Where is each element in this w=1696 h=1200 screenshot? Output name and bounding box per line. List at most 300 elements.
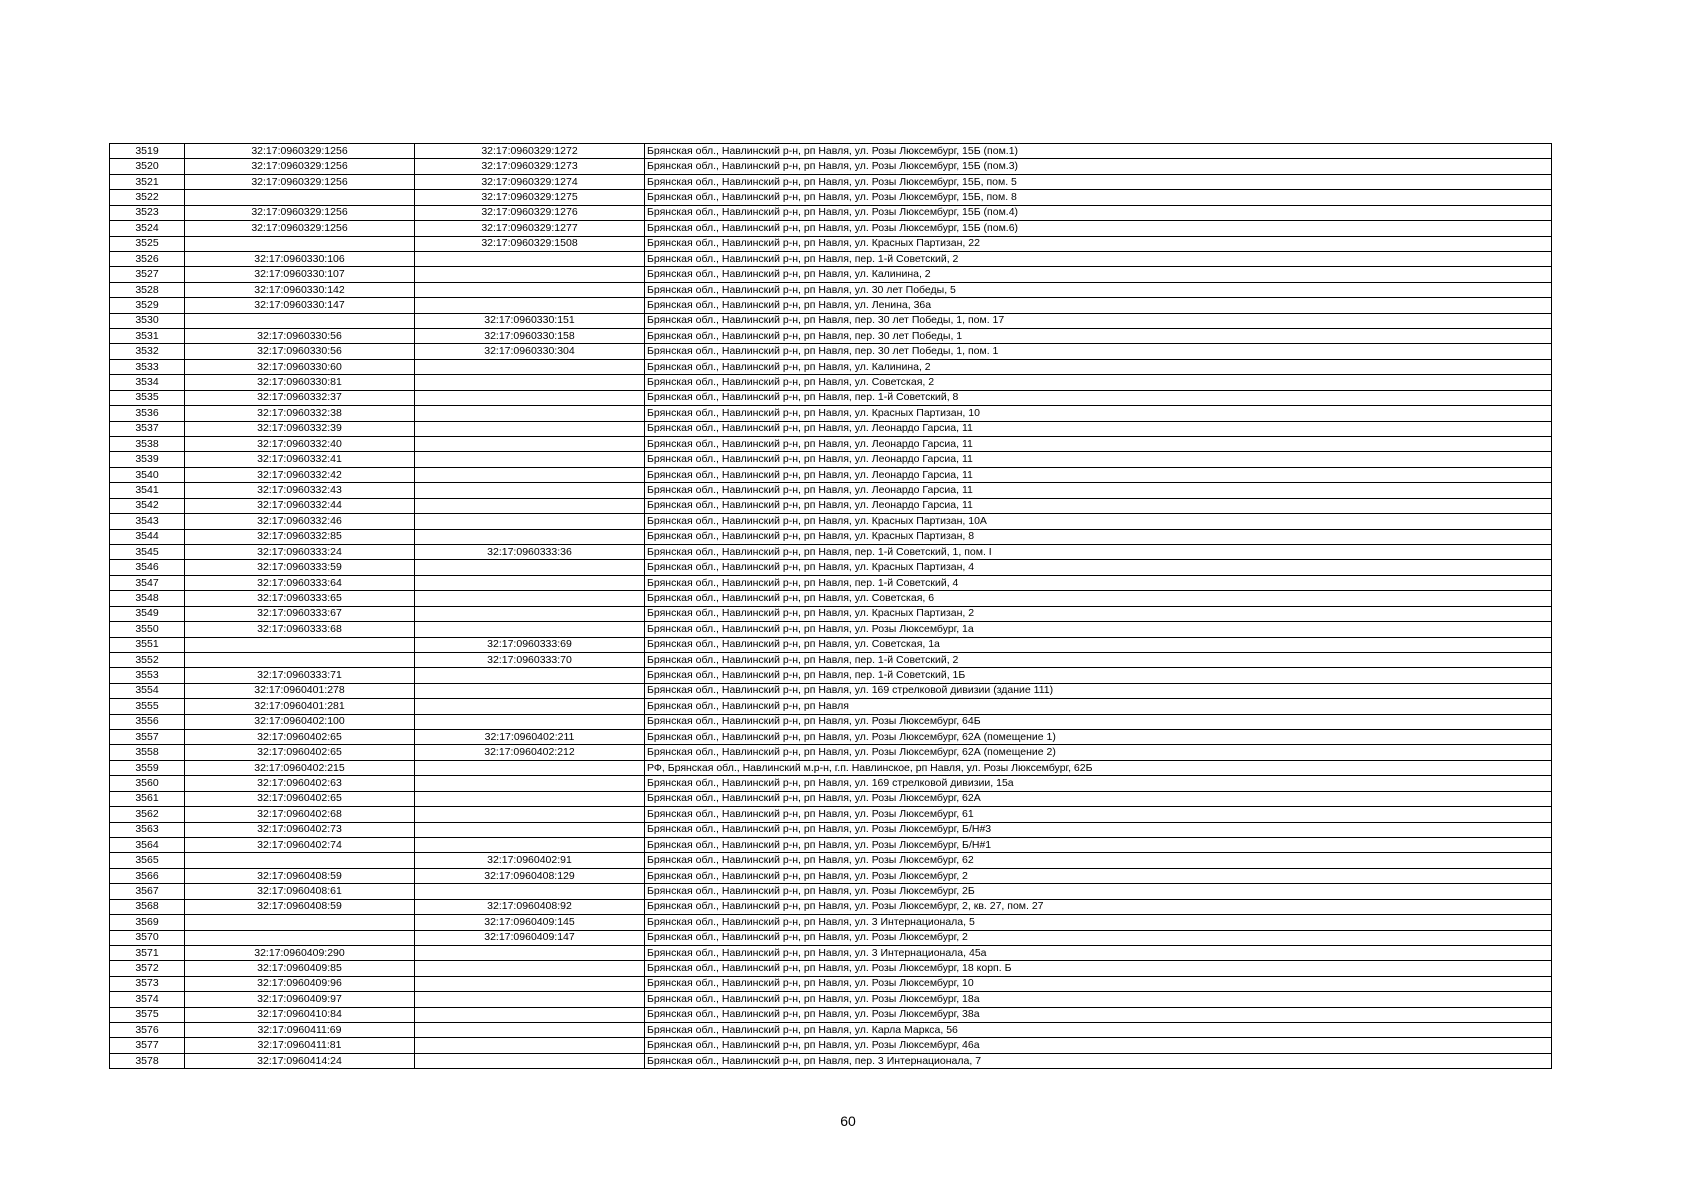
address-cell: Брянская обл., Навлинский р-н, рп Навля, ул. Розы Люксембург, 46а: [645, 1038, 1552, 1053]
address-cell: Брянская обл., Навлинский р-н, рп Навля, ул. Розы Люксембург, 15Б (пом.4): [645, 205, 1552, 220]
table-row: [110, 791, 1552, 806]
parent-cadastral-number-cell: 32:17:0960333:65: [185, 591, 415, 606]
row-number-cell: 3536: [110, 406, 185, 421]
cadastral-number-cell: [415, 961, 645, 976]
address-cell: Брянская обл., Навлинский р-н, рп Навля, ул. Розы Люксембург, 2, кв. 27, пом. 27: [645, 899, 1552, 914]
parent-cadastral-number-cell: 32:17:0960333:67: [185, 606, 415, 621]
table-row: [110, 437, 1552, 452]
parent-cadastral-number-cell: 32:17:0960332:41: [185, 452, 415, 467]
parent-cadastral-number-cell: 32:17:0960409:96: [185, 976, 415, 991]
address-cell: Брянская обл., Навлинский р-н, рп Навля, ул. Розы Люксембург, 10: [645, 976, 1552, 991]
row-number-cell: 3544: [110, 529, 185, 544]
cadastral-number-cell: [415, 1007, 645, 1022]
cadastral-number-cell: [415, 714, 645, 729]
address-cell: Брянская обл., Навлинский р-н, рп Навля, ул. 169 стрелковой дивизии (здание 111): [645, 683, 1552, 698]
row-number-cell: 3538: [110, 437, 185, 452]
table-row: [110, 930, 1552, 945]
table-row: [110, 976, 1552, 991]
cadastral-number-cell: [415, 945, 645, 960]
row-number-cell: 3570: [110, 930, 185, 945]
address-cell: Брянская обл., Навлинский р-н, рп Навля, пер. 1-й Советский, 1Б: [645, 668, 1552, 683]
address-cell: Брянская обл., Навлинский р-н, рп Навля, ул. Леонардо Гарсиа, 11: [645, 498, 1552, 513]
cadastral-number-cell: [415, 390, 645, 405]
cadastral-number-cell: 32:17:0960330:304: [415, 344, 645, 359]
table-row: [110, 298, 1552, 313]
table-row: [110, 668, 1552, 683]
cadastral-number-cell: [415, 298, 645, 313]
parent-cadastral-number-cell: 32:17:0960332:44: [185, 498, 415, 513]
cadastral-number-cell: [415, 976, 645, 991]
cadastral-number-cell: [415, 267, 645, 282]
parent-cadastral-number-cell: 32:17:0960333:64: [185, 575, 415, 590]
row-number-cell: 3571: [110, 945, 185, 960]
cadastral-number-cell: 32:17:0960329:1508: [415, 236, 645, 251]
parent-cadastral-number-cell: 32:17:0960410:84: [185, 1007, 415, 1022]
row-number-cell: 3559: [110, 760, 185, 775]
row-number-cell: 3522: [110, 190, 185, 205]
cadastral-number-cell: [415, 760, 645, 775]
parent-cadastral-number-cell: 32:17:0960330:147: [185, 298, 415, 313]
parent-cadastral-number-cell: 32:17:0960402:65: [185, 791, 415, 806]
row-number-cell: 3535: [110, 390, 185, 405]
address-cell: Брянская обл., Навлинский р-н, рп Навля, ул. Леонардо Гарсиа, 11: [645, 483, 1552, 498]
row-number-cell: 3566: [110, 868, 185, 883]
row-number-cell: 3552: [110, 652, 185, 667]
cadastral-number-cell: [415, 699, 645, 714]
address-cell: Брянская обл., Навлинский р-н, рп Навля, ул. Розы Люксембург, 18а: [645, 992, 1552, 1007]
address-cell: Брянская обл., Навлинский р-н, рп Навля, ул. Розы Люксембург, 62: [645, 853, 1552, 868]
row-number-cell: 3547: [110, 575, 185, 590]
parent-cadastral-number-cell: [185, 190, 415, 205]
table-row: [110, 945, 1552, 960]
row-number-cell: 3572: [110, 961, 185, 976]
address-cell: Брянская обл., Навлинский р-н, рп Навля, ул. Красных Партизан, 10А: [645, 514, 1552, 529]
cadastral-number-cell: 32:17:0960409:147: [415, 930, 645, 945]
table-row: [110, 329, 1552, 344]
table-row: [110, 622, 1552, 637]
row-number-cell: 3519: [110, 144, 185, 159]
address-cell: Брянская обл., Навлинский р-н, рп Навля, ул. Леонардо Гарсиа, 11: [645, 421, 1552, 436]
page-number: 60: [840, 1113, 856, 1129]
table-row: [110, 544, 1552, 559]
address-cell: Брянская обл., Навлинский р-н, рп Навля, ул. Ленина, 36а: [645, 298, 1552, 313]
row-number-cell: 3540: [110, 467, 185, 482]
cadastral-number-cell: [415, 467, 645, 482]
parent-cadastral-number-cell: 32:17:0960333:68: [185, 622, 415, 637]
parent-cadastral-number-cell: [185, 236, 415, 251]
table-row: [110, 205, 1552, 220]
cadastral-number-cell: [415, 406, 645, 421]
address-cell: Брянская обл., Навлинский р-н, рп Навля, ул. Розы Люксембург, 15Б, пом. 5: [645, 174, 1552, 189]
address-cell: Брянская обл., Навлинский р-н, рп Навля, ул. Розы Люксембург, 2Б: [645, 884, 1552, 899]
parent-cadastral-number-cell: 32:17:0960409:85: [185, 961, 415, 976]
row-number-cell: 3549: [110, 606, 185, 621]
parent-cadastral-number-cell: 32:17:0960333:24: [185, 544, 415, 559]
cadastral-number-cell: [415, 822, 645, 837]
table-row: [110, 776, 1552, 791]
table-row: [110, 745, 1552, 760]
table-row: [110, 1007, 1552, 1022]
parent-cadastral-number-cell: 32:17:0960330:142: [185, 282, 415, 297]
cadastral-number-cell: [415, 884, 645, 899]
address-cell: Брянская обл., Навлинский р-н, рп Навля, ул. Леонардо Гарсиа, 11: [645, 437, 1552, 452]
row-number-cell: 3565: [110, 853, 185, 868]
parent-cadastral-number-cell: 32:17:0960332:40: [185, 437, 415, 452]
table-row: [110, 251, 1552, 266]
table-row: [110, 221, 1552, 236]
cadastral-number-cell: [415, 282, 645, 297]
row-number-cell: 3574: [110, 992, 185, 1007]
cadastral-number-cell: [415, 807, 645, 822]
cadastral-number-cell: [415, 421, 645, 436]
cadastral-number-cell: 32:17:0960329:1277: [415, 221, 645, 236]
address-cell: Брянская обл., Навлинский р-н, рп Навля, ул. Розы Люксембург, 15Б (пом.3): [645, 159, 1552, 174]
cadastral-number-cell: [415, 622, 645, 637]
table-row: [110, 652, 1552, 667]
table-row: [110, 359, 1552, 374]
address-cell: Брянская обл., Навлинский р-н, рп Навля, ул. Розы Люксембург, 15Б (пом.6): [645, 221, 1552, 236]
row-number-cell: 3537: [110, 421, 185, 436]
parent-cadastral-number-cell: 32:17:0960332:46: [185, 514, 415, 529]
table-row: [110, 961, 1552, 976]
parent-cadastral-number-cell: 32:17:0960332:37: [185, 390, 415, 405]
parent-cadastral-number-cell: 32:17:0960411:81: [185, 1038, 415, 1053]
cadastral-number-cell: [415, 359, 645, 374]
cadastral-number-cell: [415, 575, 645, 590]
table-row: [110, 529, 1552, 544]
row-number-cell: 3556: [110, 714, 185, 729]
address-cell: Брянская обл., Навлинский р-н, рп Навля, пер. 1-й Советский, 8: [645, 390, 1552, 405]
address-cell: Брянская обл., Навлинский р-н, рп Навля, ул. Советская, 6: [645, 591, 1552, 606]
table-row: [110, 483, 1552, 498]
parent-cadastral-number-cell: 32:17:0960329:1256: [185, 221, 415, 236]
table-row: [110, 714, 1552, 729]
cadastral-number-cell: 32:17:0960329:1272: [415, 144, 645, 159]
row-number-cell: 3524: [110, 221, 185, 236]
row-number-cell: 3534: [110, 375, 185, 390]
parent-cadastral-number-cell: 32:17:0960329:1256: [185, 174, 415, 189]
parent-cadastral-number-cell: 32:17:0960411:69: [185, 1023, 415, 1038]
cadastral-number-cell: [415, 437, 645, 452]
parent-cadastral-number-cell: [185, 652, 415, 667]
address-cell: Брянская обл., Навлинский р-н, рп Навля, ул. Розы Люксембург, 1а: [645, 622, 1552, 637]
cadastral-number-cell: [415, 591, 645, 606]
table-row: [110, 760, 1552, 775]
table-row: [110, 144, 1552, 159]
row-number-cell: 3545: [110, 544, 185, 559]
address-cell: Брянская обл., Навлинский р-н, рп Навля, ул. Розы Люксембург, 2: [645, 868, 1552, 883]
parent-cadastral-number-cell: 32:17:0960330:107: [185, 267, 415, 282]
table-row: [110, 344, 1552, 359]
row-number-cell: 3573: [110, 976, 185, 991]
address-cell: Брянская обл., Навлинский р-н, рп Навля, пер. 1-й Советский, 4: [645, 575, 1552, 590]
table-row: [110, 699, 1552, 714]
table-row: [110, 637, 1552, 652]
address-cell: Брянская обл., Навлинский р-н, рп Навля, ул. Леонардо Гарсиа, 11: [645, 467, 1552, 482]
cadastral-number-cell: [415, 483, 645, 498]
parent-cadastral-number-cell: 32:17:0960329:1256: [185, 205, 415, 220]
table-row: [110, 514, 1552, 529]
parent-cadastral-number-cell: 32:17:0960329:1256: [185, 144, 415, 159]
address-cell: РФ, Брянская обл., Навлинский м.р-н, г.п. Навлинское, рп Навля, ул. Розы Люксембург, 62Б: [645, 760, 1552, 775]
table-row: [110, 853, 1552, 868]
address-cell: Брянская обл., Навлинский р-н, рп Навля, ул. Калинина, 2: [645, 359, 1552, 374]
address-cell: Брянская обл., Навлинский р-н, рп Навля, ул. Розы Люксембург, 15Б, пом. 8: [645, 190, 1552, 205]
row-number-cell: 3569: [110, 915, 185, 930]
row-number-cell: 3550: [110, 622, 185, 637]
row-number-cell: 3554: [110, 683, 185, 698]
row-number-cell: 3557: [110, 730, 185, 745]
row-number-cell: 3527: [110, 267, 185, 282]
row-number-cell: 3528: [110, 282, 185, 297]
parent-cadastral-number-cell: 32:17:0960330:81: [185, 375, 415, 390]
parent-cadastral-number-cell: 32:17:0960402:68: [185, 807, 415, 822]
table-row: [110, 915, 1552, 930]
table-row: [110, 1023, 1552, 1038]
cadastral-number-cell: 32:17:0960402:212: [415, 745, 645, 760]
address-cell: Брянская обл., Навлинский р-н, рп Навля, ул. Розы Люксембург, 62А (помещение 1): [645, 730, 1552, 745]
parent-cadastral-number-cell: 32:17:0960330:106: [185, 251, 415, 266]
table-row: [110, 1053, 1552, 1068]
address-cell: Брянская обл., Навлинский р-н, рп Навля, пер. 3 Интернационала, 7: [645, 1053, 1552, 1068]
row-number-cell: 3553: [110, 668, 185, 683]
parent-cadastral-number-cell: [185, 915, 415, 930]
table-row: [110, 390, 1552, 405]
parent-cadastral-number-cell: 32:17:0960402:63: [185, 776, 415, 791]
cadastral-number-cell: [415, 606, 645, 621]
row-number-cell: 3525: [110, 236, 185, 251]
address-cell: Брянская обл., Навлинский р-н, рп Навля: [645, 699, 1552, 714]
table-row: [110, 452, 1552, 467]
row-number-cell: 3530: [110, 313, 185, 328]
table-row: [110, 560, 1552, 575]
cadastral-number-cell: 32:17:0960402:211: [415, 730, 645, 745]
address-cell: Брянская обл., Навлинский р-н, рп Навля, ул. Красных Партизан, 2: [645, 606, 1552, 621]
table-body: [110, 144, 1552, 1069]
parent-cadastral-number-cell: 32:17:0960330:60: [185, 359, 415, 374]
table-row: [110, 406, 1552, 421]
row-number-cell: 3520: [110, 159, 185, 174]
cadastral-number-cell: 32:17:0960330:158: [415, 329, 645, 344]
table-row: [110, 591, 1552, 606]
table-row: [110, 683, 1552, 698]
address-cell: Брянская обл., Навлинский р-н, рп Навля, ул. Розы Люксембург, 2: [645, 930, 1552, 945]
row-number-cell: 3568: [110, 899, 185, 914]
cadastral-number-cell: 32:17:0960408:129: [415, 868, 645, 883]
parent-cadastral-number-cell: 32:17:0960332:43: [185, 483, 415, 498]
table-row: [110, 575, 1552, 590]
cadastral-number-cell: [415, 1023, 645, 1038]
parent-cadastral-number-cell: 32:17:0960408:59: [185, 899, 415, 914]
table-row: [110, 899, 1552, 914]
parent-cadastral-number-cell: [185, 853, 415, 868]
table-row: [110, 822, 1552, 837]
cadastral-number-cell: 32:17:0960409:145: [415, 915, 645, 930]
cadastral-number-cell: [415, 498, 645, 513]
address-cell: Брянская обл., Навлинский р-н, рп Навля, ул. Калинина, 2: [645, 267, 1552, 282]
address-cell: Брянская обл., Навлинский р-н, рп Навля, ул. Розы Люксембург, 38а: [645, 1007, 1552, 1022]
table-row: [110, 498, 1552, 513]
address-cell: Брянская обл., Навлинский р-н, рп Навля, ул. Красных Партизан, 10: [645, 406, 1552, 421]
parent-cadastral-number-cell: [185, 637, 415, 652]
cadastral-number-cell: [415, 668, 645, 683]
table-row: [110, 730, 1552, 745]
parent-cadastral-number-cell: 32:17:0960332:42: [185, 467, 415, 482]
table-row: [110, 190, 1552, 205]
row-number-cell: 3576: [110, 1023, 185, 1038]
row-number-cell: 3555: [110, 699, 185, 714]
cadastral-number-cell: [415, 514, 645, 529]
parent-cadastral-number-cell: 32:17:0960409:290: [185, 945, 415, 960]
address-cell: Брянская обл., Навлинский р-н, рп Навля, пер. 1-й Советский, 2: [645, 652, 1552, 667]
row-number-cell: 3575: [110, 1007, 185, 1022]
row-number-cell: 3548: [110, 591, 185, 606]
cadastral-number-cell: [415, 683, 645, 698]
cadastral-number-cell: [415, 791, 645, 806]
parent-cadastral-number-cell: 32:17:0960332:39: [185, 421, 415, 436]
cadastral-number-cell: [415, 251, 645, 266]
cadastral-number-cell: [415, 1038, 645, 1053]
parent-cadastral-number-cell: [185, 313, 415, 328]
parent-cadastral-number-cell: 32:17:0960402:215: [185, 760, 415, 775]
table-row: [110, 992, 1552, 1007]
address-cell: Брянская обл., Навлинский р-н, рп Навля, ул. Красных Партизан, 22: [645, 236, 1552, 251]
row-number-cell: 3563: [110, 822, 185, 837]
address-cell: Брянская обл., Навлинский р-н, рп Навля, ул. Розы Люксембург, Б/Н#3: [645, 822, 1552, 837]
row-number-cell: 3521: [110, 174, 185, 189]
address-cell: Брянская обл., Навлинский р-н, рп Навля, ул. Советская, 1а: [645, 637, 1552, 652]
address-cell: Брянская обл., Навлинский р-н, рп Навля, ул. Розы Люксембург, 64Б: [645, 714, 1552, 729]
cadastral-number-cell: 32:17:0960329:1275: [415, 190, 645, 205]
row-number-cell: 3562: [110, 807, 185, 822]
table-row: [110, 313, 1552, 328]
cadastral-number-cell: [415, 560, 645, 575]
parent-cadastral-number-cell: [185, 930, 415, 945]
row-number-cell: 3558: [110, 745, 185, 760]
table-row: [110, 868, 1552, 883]
row-number-cell: 3560: [110, 776, 185, 791]
address-cell: Брянская обл., Навлинский р-н, рп Навля, ул. 169 стрелковой дивизии, 15а: [645, 776, 1552, 791]
cadastral-number-cell: 32:17:0960329:1276: [415, 205, 645, 220]
address-cell: Брянская обл., Навлинский р-н, рп Навля, пер. 1-й Советский, 1, пом. I: [645, 544, 1552, 559]
row-number-cell: 3526: [110, 251, 185, 266]
address-cell: Брянская обл., Навлинский р-н, рп Навля, ул. Розы Люксембург, 62А: [645, 791, 1552, 806]
row-number-cell: 3542: [110, 498, 185, 513]
parent-cadastral-number-cell: 32:17:0960408:61: [185, 884, 415, 899]
address-cell: Брянская обл., Навлинский р-н, рп Навля, ул. Красных Партизан, 4: [645, 560, 1552, 575]
table-row: [110, 807, 1552, 822]
cadastral-number-cell: [415, 529, 645, 544]
row-number-cell: 3578: [110, 1053, 185, 1068]
table-row: [110, 174, 1552, 189]
cadastral-number-cell: [415, 375, 645, 390]
cadastral-number-cell: 32:17:0960402:91: [415, 853, 645, 868]
row-number-cell: 3523: [110, 205, 185, 220]
parent-cadastral-number-cell: 32:17:0960402:100: [185, 714, 415, 729]
parent-cadastral-number-cell: 32:17:0960408:59: [185, 868, 415, 883]
table-row: [110, 1038, 1552, 1053]
table-row: [110, 884, 1552, 899]
address-cell: Брянская обл., Навлинский р-н, рп Навля, ул. Советская, 2: [645, 375, 1552, 390]
table-row: [110, 421, 1552, 436]
address-cell: Брянская обл., Навлинский р-н, рп Навля, ул. Розы Люксембург, Б/Н#1: [645, 837, 1552, 852]
cadastral-number-cell: [415, 837, 645, 852]
table-row: [110, 467, 1552, 482]
address-cell: Брянская обл., Навлинский р-н, рп Навля, ул. 30 лет Победы, 5: [645, 282, 1552, 297]
row-number-cell: 3546: [110, 560, 185, 575]
cadastral-number-cell: [415, 776, 645, 791]
row-number-cell: 3567: [110, 884, 185, 899]
parent-cadastral-number-cell: 32:17:0960333:59: [185, 560, 415, 575]
address-cell: Брянская обл., Навлинский р-н, рп Навля, ул. Розы Люксембург, 15Б (пом.1): [645, 144, 1552, 159]
row-number-cell: 3532: [110, 344, 185, 359]
parent-cadastral-number-cell: 32:17:0960409:97: [185, 992, 415, 1007]
cadastral-number-cell: 32:17:0960330:151: [415, 313, 645, 328]
cadastral-number-cell: 32:17:0960408:92: [415, 899, 645, 914]
parent-cadastral-number-cell: 32:17:0960332:85: [185, 529, 415, 544]
table-row: [110, 837, 1552, 852]
cadastral-number-cell: [415, 1053, 645, 1068]
row-number-cell: 3541: [110, 483, 185, 498]
cadastral-number-cell: 32:17:0960329:1273: [415, 159, 645, 174]
address-cell: Брянская обл., Навлинский р-н, рп Навля, пер. 1-й Советский, 2: [645, 251, 1552, 266]
address-cell: Брянская обл., Навлинский р-н, рп Навля, ул. 3 Интернационала, 5: [645, 915, 1552, 930]
row-number-cell: 3533: [110, 359, 185, 374]
parent-cadastral-number-cell: 32:17:0960401:281: [185, 699, 415, 714]
parent-cadastral-number-cell: 32:17:0960330:56: [185, 329, 415, 344]
row-number-cell: 3551: [110, 637, 185, 652]
address-cell: Брянская обл., Навлинский р-н, рп Навля, ул. Розы Люксембург, 62А (помещение 2): [645, 745, 1552, 760]
row-number-cell: 3561: [110, 791, 185, 806]
row-number-cell: 3564: [110, 837, 185, 852]
address-cell: Брянская обл., Навлинский р-н, рп Навля, ул. Карла Маркса, 56: [645, 1023, 1552, 1038]
address-cell: Брянская обл., Навлинский р-н, рп Навля, ул. Красных Партизан, 8: [645, 529, 1552, 544]
address-cell: Брянская обл., Навлинский р-н, рп Навля, ул. Леонардо Гарсиа, 11: [645, 452, 1552, 467]
table-row: [110, 267, 1552, 282]
parent-cadastral-number-cell: 32:17:0960402:73: [185, 822, 415, 837]
row-number-cell: 3543: [110, 514, 185, 529]
cadastral-number-cell: [415, 992, 645, 1007]
property-registry-table: [109, 143, 1552, 1069]
parent-cadastral-number-cell: 32:17:0960332:38: [185, 406, 415, 421]
table-row: [110, 282, 1552, 297]
parent-cadastral-number-cell: 32:17:0960414:24: [185, 1053, 415, 1068]
row-number-cell: 3539: [110, 452, 185, 467]
parent-cadastral-number-cell: 32:17:0960330:56: [185, 344, 415, 359]
parent-cadastral-number-cell: 32:17:0960402:74: [185, 837, 415, 852]
address-cell: Брянская обл., Навлинский р-н, рп Навля, пер. 30 лет Победы, 1, пом. 17: [645, 313, 1552, 328]
cadastral-number-cell: 32:17:0960333:36: [415, 544, 645, 559]
cadastral-number-cell: 32:17:0960333:69: [415, 637, 645, 652]
address-cell: Брянская обл., Навлинский р-н, рп Навля, ул. Розы Люксембург, 61: [645, 807, 1552, 822]
parent-cadastral-number-cell: 32:17:0960329:1256: [185, 159, 415, 174]
address-cell: Брянская обл., Навлинский р-н, рп Навля, ул. Розы Люксембург, 18 корп. Б: [645, 961, 1552, 976]
cadastral-number-cell: 32:17:0960333:70: [415, 652, 645, 667]
cadastral-number-cell: [415, 452, 645, 467]
address-cell: Брянская обл., Навлинский р-н, рп Навля, ул. 3 Интернационала, 45а: [645, 945, 1552, 960]
table-row: [110, 606, 1552, 621]
address-cell: Брянская обл., Навлинский р-н, рп Навля, пер. 30 лет Победы, 1, пом. 1: [645, 344, 1552, 359]
parent-cadastral-number-cell: 32:17:0960401:278: [185, 683, 415, 698]
parent-cadastral-number-cell: 32:17:0960402:65: [185, 730, 415, 745]
cadastral-number-cell: 32:17:0960329:1274: [415, 174, 645, 189]
row-number-cell: 3529: [110, 298, 185, 313]
parent-cadastral-number-cell: 32:17:0960333:71: [185, 668, 415, 683]
address-cell: Брянская обл., Навлинский р-н, рп Навля, пер. 30 лет Победы, 1: [645, 329, 1552, 344]
table-row: [110, 159, 1552, 174]
row-number-cell: 3577: [110, 1038, 185, 1053]
parent-cadastral-number-cell: 32:17:0960402:65: [185, 745, 415, 760]
